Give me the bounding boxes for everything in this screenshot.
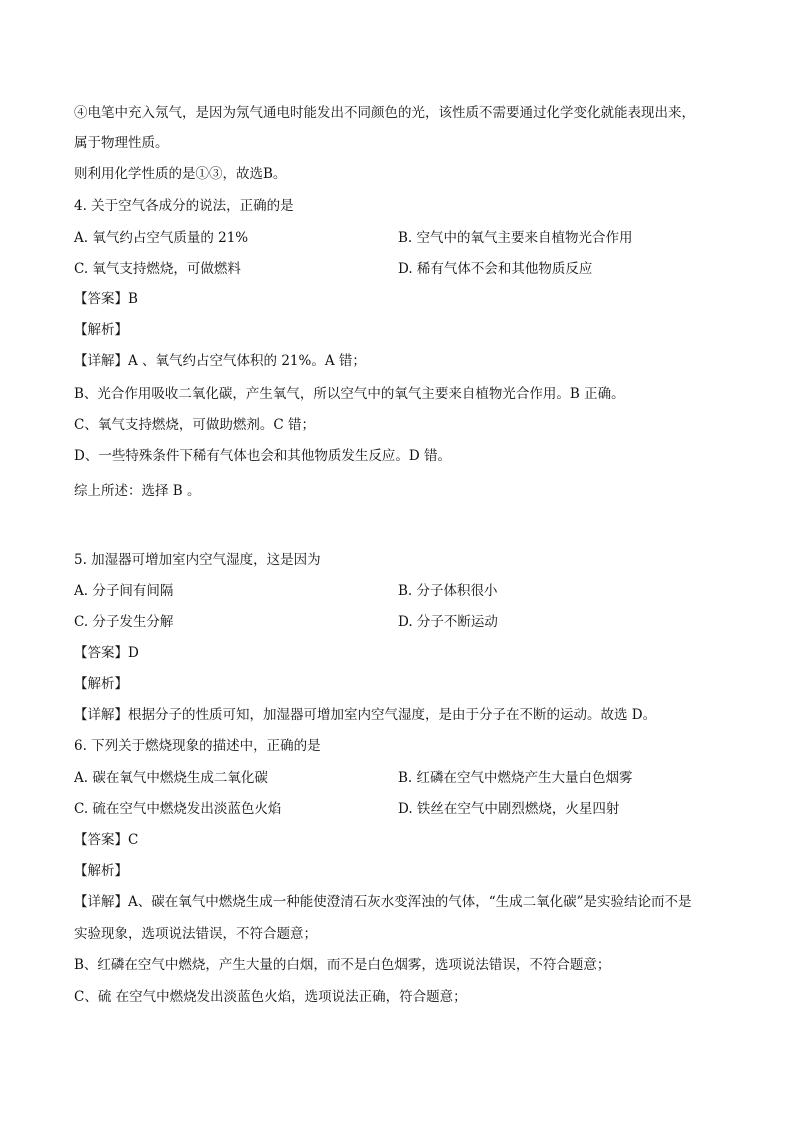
q5-stem: 5. 加湿器可增加室内空气湿度，这是因为	[74, 552, 321, 568]
prev-conclusion: 则利用化学性质的是①③，故选B。	[74, 166, 287, 182]
q4-option-b: B. 空气中的氧气主要来自植物光合作用	[398, 230, 633, 246]
q4-detail-line-3: C、氧气支持燃烧，可做助燃剂。C 错；	[74, 417, 315, 433]
q6-detail-line-3: B、红磷在空气中燃烧，产生大量的白烟，而不是白色烟雾，选项说法错误，不符合题意；	[74, 957, 611, 973]
q4-summary: 综上所述：选择 B 。	[74, 483, 201, 499]
q4-option-d: D. 稀有气体不会和其他物质反应	[398, 261, 593, 277]
q6-detail-line-2: 实验现象，选项说法错误，不符合题意；	[74, 926, 317, 942]
q6-answer: 【答案】C	[74, 832, 139, 848]
q4-detail-line-2: B、光合作用吸收二氧化碳，产生氧气，所以空气中的氧气主要来自植物光合作用。B 正确。	[74, 386, 625, 402]
q6-option-c: C. 硫在空气中燃烧发出淡蓝色火焰	[74, 801, 282, 817]
q6-option-a: A. 碳在氧气中燃烧生成二氧化碳	[74, 770, 268, 786]
q6-detail-line-1: 【详解】A、碳在氧气中燃烧生成一种能使澄清石灰水变浑浊的气体，“生成二氧化碳”是实验结论而不是	[74, 894, 692, 910]
q6-detail-line-4: C、硫 在空气中燃烧发出淡蓝色火焰，选项说法正确，符合题意；	[74, 989, 467, 1005]
q4-answer: 【答案】B	[74, 291, 138, 307]
q5-analysis-label: 【解析】	[74, 676, 128, 692]
prev-analysis-line-1: ④电笔中充入氖气，是因为氖气通电时能发出不同颜色的光，该性质不需要通过化学变化就能表现出来，	[74, 105, 695, 121]
prev-analysis-line-2: 属于物理性质。	[74, 135, 169, 151]
q4-option-c: C. 氧气支持燃烧，可做燃料	[74, 261, 241, 277]
q6-option-b: B. 红磷在空气中燃烧产生大量白色烟雾	[398, 770, 633, 786]
q4-option-a: A. 氧气约占空气质量的 21%	[74, 230, 249, 246]
q5-option-c: C. 分子发生分解	[74, 614, 174, 630]
q6-stem: 6. 下列关于燃烧现象的描述中，正确的是	[74, 738, 321, 754]
q5-option-d: D. 分子不断运动	[398, 614, 498, 630]
q4-detail-line-4: D、一些特殊条件下稀有气体也会和其他物质发生反应。D 错。	[74, 448, 451, 464]
q5-answer: 【答案】D	[74, 645, 139, 661]
q6-analysis-label: 【解析】	[74, 863, 128, 879]
q5-option-b: B. 分子体积很小	[398, 583, 498, 599]
q4-detail-line-1: 【详解】A 、氧气约占空气体积的 21%。A 错；	[74, 353, 366, 369]
q5-option-a: A. 分子间有间隔	[74, 583, 174, 599]
q6-option-d: D. 铁丝在空气中剧烈燃烧，火星四射	[398, 801, 620, 817]
q4-analysis-label: 【解析】	[74, 322, 128, 338]
q4-stem: 4. 关于空气各成分的说法，正确的是	[74, 198, 294, 214]
q5-detail-line-1: 【详解】根据分子的性质可知，加湿器可增加室内空气湿度，是由于分子在不断的运动。故选 D。	[74, 707, 657, 723]
